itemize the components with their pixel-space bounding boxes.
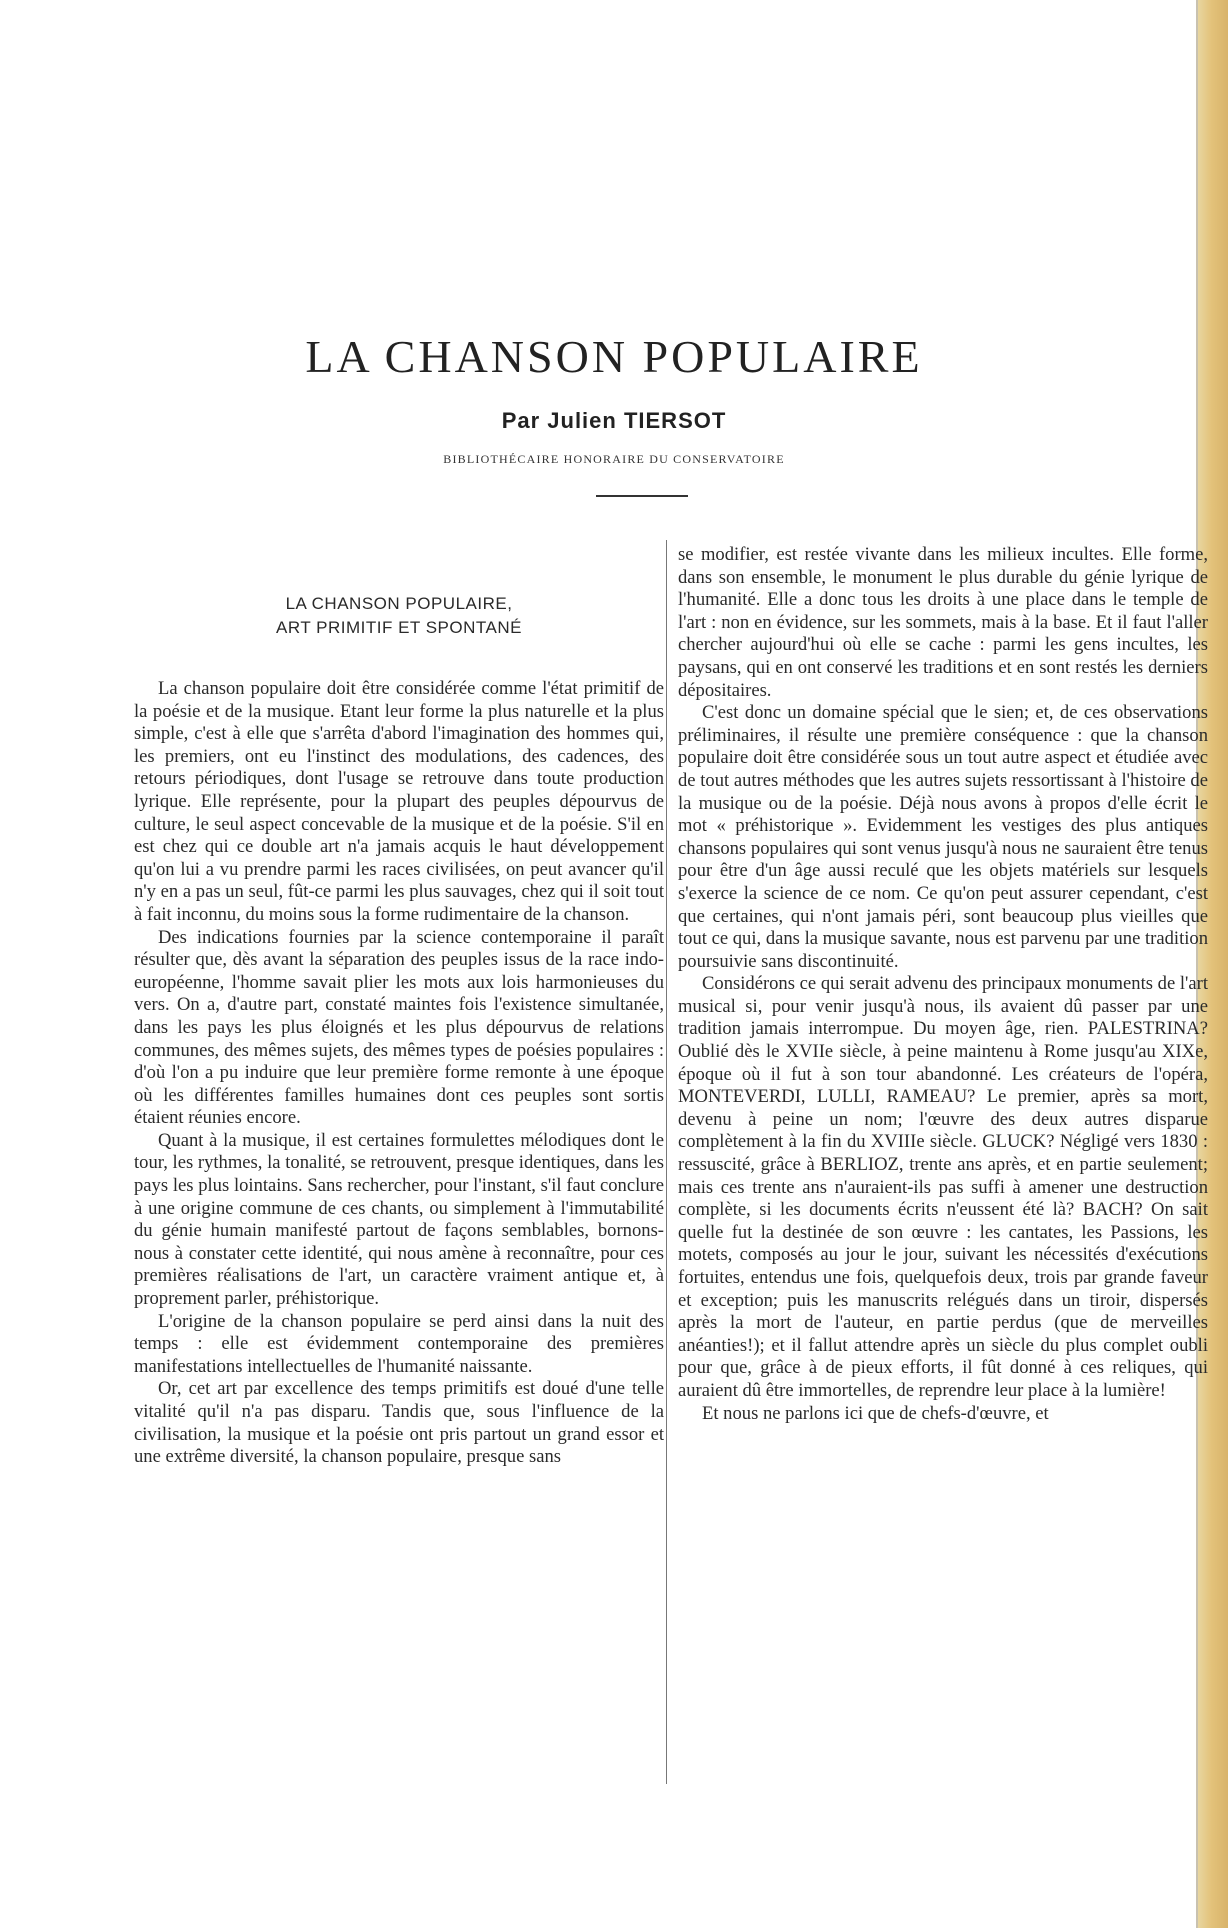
column-divider	[666, 540, 667, 1784]
left-column	[134, 544, 664, 1469]
paragraph: Quant à la musique, il est certaines formulettes mélodiques dont le tour, les rythmes, la tonalité, se retrouvent, presque identiques, dans les pays les plus lointains. Sans rechercher, pour l'instant, s'il faut conclure à une origine commune de ces chants, ou simplement à l'immutabilité du génie humain manifesté partout de façons semblables, bornons-nous à constater cette identité, qui nous amène à reconnaître, pour ces premières réalisations de l'art, un caractère vraiment antique et, à proprement parler, préhistorique.	[134, 1129, 664, 1310]
paragraph: Or, cet art par excellence des temps primitifs est doué d'une telle vitalité qu'il n'a pas disparu. Tandis que, sous l'influence de la civilisation, la musique et la poésie ont pris partout un grand essor et une extrême diversité, la chanson populaire, presque sans	[134, 1378, 664, 1468]
paragraph: La chanson populaire doit être considérée comme l'état primitif de la poésie et de la musique. Etant leur forme la plus naturelle et la plus simple, c'est à elle que s'arrêta d'abord l'imagination des hommes qui, les premiers, ont eu l'instinct des modulations, des cadences, des retours périodiques, dont l'usage se retrouve dans toute production lyrique. Elle représente, pour la plupart des peuples dépourvus de culture, le seul aspect concevable de la musique et de la poésie. S'il en est chez qui ce double art n'a jamais acquis le haut développement qu'on lui a vu prendre parmi les races civilisées, on peut avancer qu'il n'y en a pas un seul, fût-ce parmi les plus sauvages, chez qui il soit tout à fait inconnu, du moins sous la forme rudimentaire de la chanson.	[134, 678, 664, 925]
paragraph: se modifier, est restée vivante dans les milieux incultes. Elle forme, dans son ensemble, le monument le plus durable du génie lyrique de l'humanité. Elle a donc tous les droits à une place dans le temple de l'art : non en évidence, sur les sommets, mais à la base. Et il faut l'aller chercher aujourd'hui où elle se cache : parmi les gens incultes, les paysans, qui en ont conservé les traditions et en sont restés les derniers dépositaires.	[678, 544, 1208, 701]
right-column	[678, 544, 1208, 1425]
author-subtitle: BIBLIOTHÉCAIRE HONORAIRE DU CONSERVATOIRE	[443, 452, 785, 466]
article-title: LA CHANSON POPULAIRE	[305, 331, 923, 382]
paragraph: Considérons ce qui serait advenu des principaux monuments de l'art musical si, pour venir jusqu'à nous, ils avaient dû passer par une tradition jamais interrompue. Du moyen âge, rien. PALESTRINA? Oublié dès le XVIIe siècle, à peine maintenu à Rome jusqu'au XIXe, époque où il fut à son tour abandonné. Les créateurs de l'opéra, MONTEVERDI, LULLI, RAMEAU? Le premier, après sa mort, devenu à peine un nom; l'œuvre des deux autres disparue complètement à la fin du XVIIIe siècle. GLUCK? Négligé vers 1830 : ressuscité, grâce à BERLIOZ, trente ans après, et en partie seulement; mais ces trente ans n'auraient-ils pas suffi à amener une destruction complète, si les documents écrits n'eussent été là? BACH? On sait quelle fut la destinée de son œuvre : les cantates, les Passions, les motets, composés au jour le jour, suivant les nécessités d'exécutions fortuites, entendus une fois, quelquefois deux, trois par grande faveur et exception; puis les manuscrits relégués dans un tiroir, dispersés après la mort de l'auteur, en partie perdus (que de merveilles anéanties!); et il fallut attendre après un siècle du plus complet oubli pour que, grâce à de pieux efforts, il fût donné à ces reliques, qui auraient dû être immortelles, de reprendre leur place à la lumière!	[678, 973, 1208, 1401]
paragraph: Et nous ne parlons ici que de chefs-d'œuvre, et	[702, 1402, 1049, 1424]
section-heading-line-2: ART PRIMITIF ET SPONTANÉ	[276, 618, 522, 637]
section-heading	[134, 592, 664, 640]
paragraph: L'origine de la chanson populaire se perd ainsi dans la nuit des temps : elle est évidemment contemporaine des premières manifestations intellectuelles de l'humanité naissante.	[134, 1310, 664, 1377]
title-rule	[596, 495, 688, 497]
paragraph: C'est donc un domaine spécial que le sien; et, de ces observations préliminaires, il résulte une première conséquence : que la chanson populaire doit être considérée sous un tout autre aspect et étudiée avec de tout autres méthodes que les autres sujets ressortissant à l'histoire de la musique ou de la poésie. Déjà nous avons à propos d'elle écrit le mot « préhistorique ». Evidemment les vestiges des plus antiques chansons populaires qui sont venus jusqu'à nous ne sauraient être tenus pour être d'un âge aussi reculé que les objets matériels sur lesquels s'exerce la science de ce nom. Ce qu'on peut assurer cependant, c'est que certaines, qui n'ont jamais péri, sont beaucoup plus vieilles que tout ce qui, dans la musique savante, nous est parvenu par une tradition poursuivie sans discontinuité.	[678, 702, 1208, 972]
paragraph: Des indications fournies par la science contemporaine il paraît résulter que, dès avant la séparation des peuples issus de la race indo-européenne, l'homme savait plier les mots aux lois harmonieuses du vers. On a, d'autre part, constaté maintes fois l'existence simultanée, dans les pays les plus éloignés et les plus dépourvus de relations communes, des mêmes sujets, des mêmes types de poésies populaires : d'où l'on a pu induire que leur première forme remonte à une époque où les différentes familles humaines dont ces peuples sont sortis étaient réunies encore.	[134, 926, 664, 1129]
article-byline: Par Julien TIERSOT	[501, 408, 727, 433]
section-heading-line-1: LA CHANSON POPULAIRE,	[285, 594, 513, 613]
